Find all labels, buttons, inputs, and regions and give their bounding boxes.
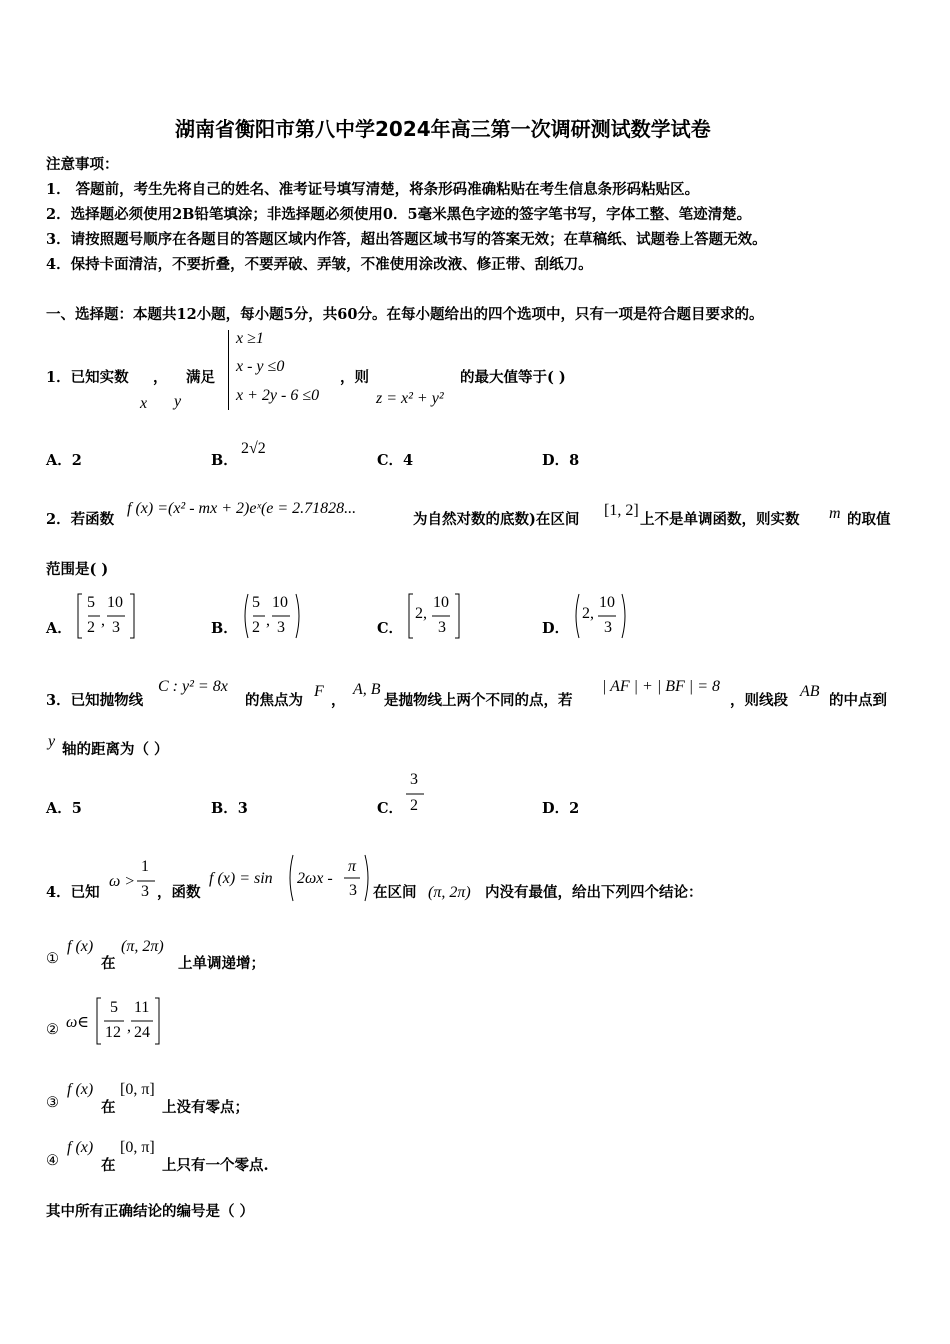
q2d-two: 2, bbox=[582, 605, 594, 622]
q3-var-f: F bbox=[314, 683, 324, 700]
q2-stem-c: 上不是单调函数，则实数 bbox=[640, 511, 800, 528]
q4-s4-zai: 在 bbox=[101, 1157, 116, 1174]
q2-var-m: m bbox=[829, 505, 841, 522]
q3-stem-a: 3．已知抛物线 bbox=[46, 692, 144, 709]
q1-option-a[interactable]: A．2 bbox=[46, 452, 82, 469]
q3-option-d[interactable]: D．2 bbox=[542, 800, 580, 817]
q3-option-c[interactable]: C． bbox=[377, 800, 404, 817]
q3-stem-c: ， bbox=[331, 692, 346, 709]
q2d-n: 10 bbox=[599, 594, 615, 611]
q3-segment: AB bbox=[800, 683, 820, 700]
q2-stem-d: 的取值 bbox=[847, 511, 891, 528]
q3-stem-e: ，则线段 bbox=[730, 692, 788, 709]
q2b-d2: 3 bbox=[277, 619, 285, 636]
q3-points: A, B bbox=[353, 681, 381, 698]
q4-s2-d2: 24 bbox=[134, 1024, 150, 1041]
q4-s2-n1: 5 bbox=[110, 999, 118, 1016]
q4-stem-a: 4．已知 bbox=[46, 884, 100, 901]
q1-system-brace bbox=[228, 330, 229, 410]
q1-stem-b: ， bbox=[153, 369, 168, 386]
q3-var-y: y bbox=[48, 733, 56, 750]
q2b-n1: 5 bbox=[252, 594, 260, 611]
q2-option-d[interactable]: D． bbox=[542, 620, 570, 637]
q4-s1-zai: 在 bbox=[101, 955, 116, 972]
q4-s4-text: 上只有一个零点. bbox=[162, 1157, 269, 1174]
q2a-n1: 5 bbox=[87, 594, 95, 611]
q4-s2-d1: 12 bbox=[105, 1024, 121, 1041]
q3-stem-f: 的中点到 bbox=[829, 692, 887, 709]
q1-var-x: x bbox=[140, 395, 148, 412]
q2c-d: 3 bbox=[438, 619, 446, 636]
q4-s3-mark: ③ bbox=[46, 1095, 59, 1111]
q4-frac-den: 3 bbox=[141, 883, 149, 900]
q4-interval: (π, 2π) bbox=[428, 884, 471, 901]
q2-stem-a: 2．若函数 bbox=[46, 511, 115, 528]
q4-stem-b: ，函数 bbox=[157, 884, 201, 901]
q4-sin-pi: π bbox=[348, 858, 357, 875]
q2-option-a[interactable]: A． bbox=[46, 620, 72, 637]
q2a-d1: 2 bbox=[87, 619, 95, 636]
notice-item-1: 1． 答题前，考生先将自己的姓名、准考证号填写清楚，将条形码准确粘贴在考生信息条形码粘贴区。 bbox=[46, 181, 700, 198]
q4-s2-mark: ② bbox=[46, 1022, 59, 1038]
notice-item-4: 4．保持卡面清洁，不要折叠，不要弄破、弄皱，不准使用涂改液、修正带、刮纸刀。 bbox=[46, 256, 593, 273]
q3-stem-g: 轴的距离为（ ） bbox=[62, 741, 169, 758]
q3-curve: C : y² = 8x bbox=[158, 678, 228, 695]
q4-s3-interval: [0, π] bbox=[120, 1081, 155, 1098]
q4-s2-omega: ω∈ bbox=[66, 1014, 90, 1031]
q2-stem-e: 范围是( ) bbox=[46, 561, 109, 578]
page-title: 湖南省衡阳市第八中学2024年高三第一次调研测试数学试卷 bbox=[175, 117, 711, 141]
q1-cond-3: x + 2y - 6 ≤0 bbox=[236, 387, 320, 404]
q3-option-c-den: 2 bbox=[410, 797, 418, 814]
q4-frac-num: 1 bbox=[141, 858, 149, 875]
q4-stem-c: 在区间 bbox=[373, 884, 417, 901]
q2b-d1: 2 bbox=[252, 619, 260, 636]
notice-item-2: 2．选择题必须使用2B铅笔填涂；非选择题必须使用0．5毫米黑色字迹的签字笔书写，字体工整、笔迹清楚。 bbox=[46, 206, 752, 223]
q3-stem-d: 是抛物线上两个不同的点，若 bbox=[384, 692, 573, 709]
q4-sin-three: 3 bbox=[349, 882, 357, 899]
q1-option-b-value: 2√2 bbox=[241, 440, 266, 457]
q1-option-d[interactable]: D．8 bbox=[542, 452, 580, 469]
q4-s3-f: f (x) bbox=[67, 1081, 94, 1098]
q2a-comma: , bbox=[101, 612, 105, 629]
q1-objective: z = x² + y² bbox=[376, 390, 444, 407]
q4-s4-f: f (x) bbox=[67, 1139, 94, 1156]
q3-option-a[interactable]: A．5 bbox=[46, 800, 82, 817]
q4-omega-gt: ω > bbox=[109, 873, 136, 890]
q2-option-b[interactable]: B． bbox=[211, 620, 238, 637]
q1-stem-e: 的最大值等于( ) bbox=[460, 369, 566, 386]
q4-final-prompt: 其中所有正确结论的编号是（ ） bbox=[46, 1203, 255, 1220]
q4-s1-f: f (x) bbox=[67, 938, 94, 955]
q4-s4-interval: [0, π] bbox=[120, 1139, 155, 1156]
q4-function: f (x) = sin bbox=[209, 870, 273, 887]
q1-stem-a: 1．已知实数 bbox=[46, 369, 129, 386]
q1-stem-d: ，则 bbox=[340, 369, 369, 386]
q4-s1-interval: (π, 2π) bbox=[121, 938, 164, 955]
q2-interval: [1, 2] bbox=[604, 502, 639, 519]
q1-cond-1: x ≥1 bbox=[236, 330, 264, 347]
q1-option-c[interactable]: C．4 bbox=[377, 452, 414, 469]
q3-option-c-num: 3 bbox=[410, 771, 418, 788]
q3-option-c-bar bbox=[406, 793, 424, 796]
q3-stem-b: 的焦点为 bbox=[245, 692, 303, 709]
q3-option-b[interactable]: B．3 bbox=[211, 800, 248, 817]
q4-sin-inner: 2ωx - bbox=[297, 870, 333, 887]
q2a-d2: 3 bbox=[112, 619, 120, 636]
q1-var-y: y bbox=[174, 393, 182, 410]
q2d-d: 3 bbox=[604, 619, 612, 636]
q2b-n2: 10 bbox=[272, 594, 288, 611]
q4-s2-n2: 11 bbox=[134, 999, 150, 1016]
q1-option-b[interactable]: B． bbox=[211, 452, 238, 469]
notice-item-3: 3．请按照题号顺序在各题目的答题区域内作答，超出答题区域书写的答案无效；在草稿纸、试题卷上答题无效。 bbox=[46, 231, 767, 248]
q2b-comma: , bbox=[266, 612, 270, 629]
q2c-n: 10 bbox=[433, 594, 449, 611]
q3-condition: | AF | + | BF | = 8 bbox=[602, 678, 720, 695]
q2a-n2: 10 bbox=[107, 594, 123, 611]
q2-option-c[interactable]: C． bbox=[377, 620, 404, 637]
q2c-two: 2, bbox=[415, 605, 427, 622]
q1-stem-c: 满足 bbox=[186, 369, 215, 386]
q4-s4-mark: ④ bbox=[46, 1153, 59, 1169]
q1-cond-2: x - y ≤0 bbox=[236, 358, 285, 375]
q4-stem-d: 内没有最值，给出下列四个结论： bbox=[485, 884, 703, 901]
q4-s1-mark: ① bbox=[46, 951, 59, 967]
notice-heading: 注意事项： bbox=[46, 156, 119, 173]
q2-formula: f (x) =(x² - mx + 2)eˣ(e = 2.71828... bbox=[127, 500, 357, 517]
q4-s2-comma: , bbox=[127, 1018, 131, 1035]
section-heading: 一、选择题：本题共12小题，每小题5分，共60分。在每小题给出的四个选项中，只有一项是符合题目要求的。 bbox=[46, 306, 764, 323]
q2-stem-b: 为自然对数的底数)在区间 bbox=[413, 511, 580, 528]
q4-s3-zai: 在 bbox=[101, 1099, 116, 1116]
q4-s1-text: 上单调递增； bbox=[178, 955, 265, 972]
q2-option-a-brackets bbox=[76, 592, 136, 640]
q4-s3-text: 上没有零点； bbox=[162, 1099, 249, 1116]
